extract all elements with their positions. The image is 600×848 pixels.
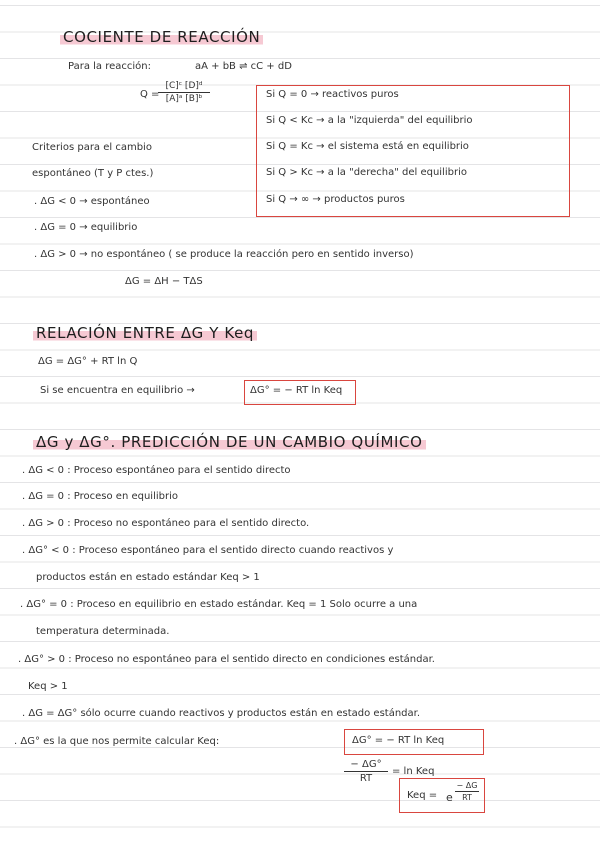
section-title-relacion: RELACIÓN ENTRE ΔG Y Keq <box>33 326 257 341</box>
delta-g-equation: ΔG = ΔG° + RT ln Q <box>38 356 138 367</box>
q-criterion-3: Si Q = Kc → el sistema está en equilibrio <box>266 141 469 152</box>
keq-exponent-num: − ΔG <box>456 781 478 790</box>
prediction-item-6: . ΔG° > 0 : Proceso no espontáneo para el sentido directo en condiciones estándar. <box>18 654 435 665</box>
prediction-item-4: . ΔG° < 0 : Proceso espontáneo para el sentido directo cuando reactivos y <box>22 545 394 556</box>
q-criterion-1: Si Q = 0 → reactivos puros <box>266 89 399 100</box>
prediction-item-3: . ΔG > 0 : Proceso no espontáneo para el sentido directo. <box>22 518 310 529</box>
ln-keq-rhs: = ln Keq <box>392 766 435 777</box>
keq-exp-label: Keq = <box>407 790 438 801</box>
final-keq-relation: ΔG° = − RT ln Keq <box>352 735 445 746</box>
criteria-heading-line2: espontáneo (T y P ctes.) <box>32 168 154 179</box>
q-criterion-2: Si Q < Kc → a la "izquierda" del equilibrio <box>266 115 473 126</box>
q-fraction <box>158 81 210 104</box>
prediction-item-1: . ΔG < 0 : Proceso espontáneo para el sentido directo <box>22 465 291 476</box>
q-criterion-4: Si Q > Kc → a la "derecha" del equilibrio <box>266 167 467 178</box>
prediction-item-5: . ΔG° = 0 : Proceso en equilibrio en estado estándar. Keq = 1 Solo ocurre a una <box>20 599 418 610</box>
keq-relation: ΔG° = − RT ln Keq <box>250 385 343 396</box>
criteria-item-1: . ΔG < 0 → espontáneo <box>34 196 150 207</box>
prediction-item-5-cont: temperatura determinada. <box>36 626 170 637</box>
gibbs-equation: ΔG = ΔH − TΔS <box>125 276 203 287</box>
keq-exponent-den: RT <box>462 793 472 802</box>
criteria-item-3: . ΔG > 0 → no espontáneo ( se produce la reacción pero en sentido inverso) <box>34 249 414 260</box>
prediction-item-2: . ΔG = 0 : Proceso en equilibrio <box>22 491 178 502</box>
q-numerator: [C]ᶜ [D]ᵈ <box>165 81 203 91</box>
q-denominator: [A]ᵃ [B]ᵇ <box>165 94 203 104</box>
prediction-item-4-cont: productos están en estado estándar Keq > 1 <box>36 572 260 583</box>
prediction-item-6-cont: Keq > 1 <box>28 681 68 692</box>
prediction-item-7: . ΔG = ΔG° sólo ocurre cuando reactivos y productos están en estado estándar. <box>22 708 421 719</box>
prediction-item-8: . ΔG° es la que nos permite calcular Keq: <box>14 736 220 747</box>
q-label: Q = <box>140 89 160 100</box>
criteria-item-2: . ΔG = 0 → equilibrio <box>34 222 138 233</box>
reaction-intro: Para la reacción: <box>68 61 151 72</box>
q-criterion-5: Si Q → ∞ → productos puros <box>266 194 405 205</box>
keq-exponent <box>455 781 479 802</box>
equilibrium-statement: Si se encuentra en equilibrio → <box>40 385 195 396</box>
frac-numerator: − ΔG° <box>350 759 382 770</box>
keq-exp-base: e <box>446 791 453 804</box>
criteria-heading-line1: Criterios para el cambio <box>32 142 152 153</box>
section-title-cociente: COCIENTE DE REACCIÓN <box>60 30 263 45</box>
delta-g-over-rt <box>344 759 388 784</box>
reaction-equation: aA + bB ⇌ cC + dD <box>195 61 292 72</box>
frac-denominator: RT <box>359 773 373 784</box>
section-title-prediccion: ΔG y ΔG°. PREDICCIÓN DE UN CAMBIO QUÍMICO <box>33 435 426 450</box>
